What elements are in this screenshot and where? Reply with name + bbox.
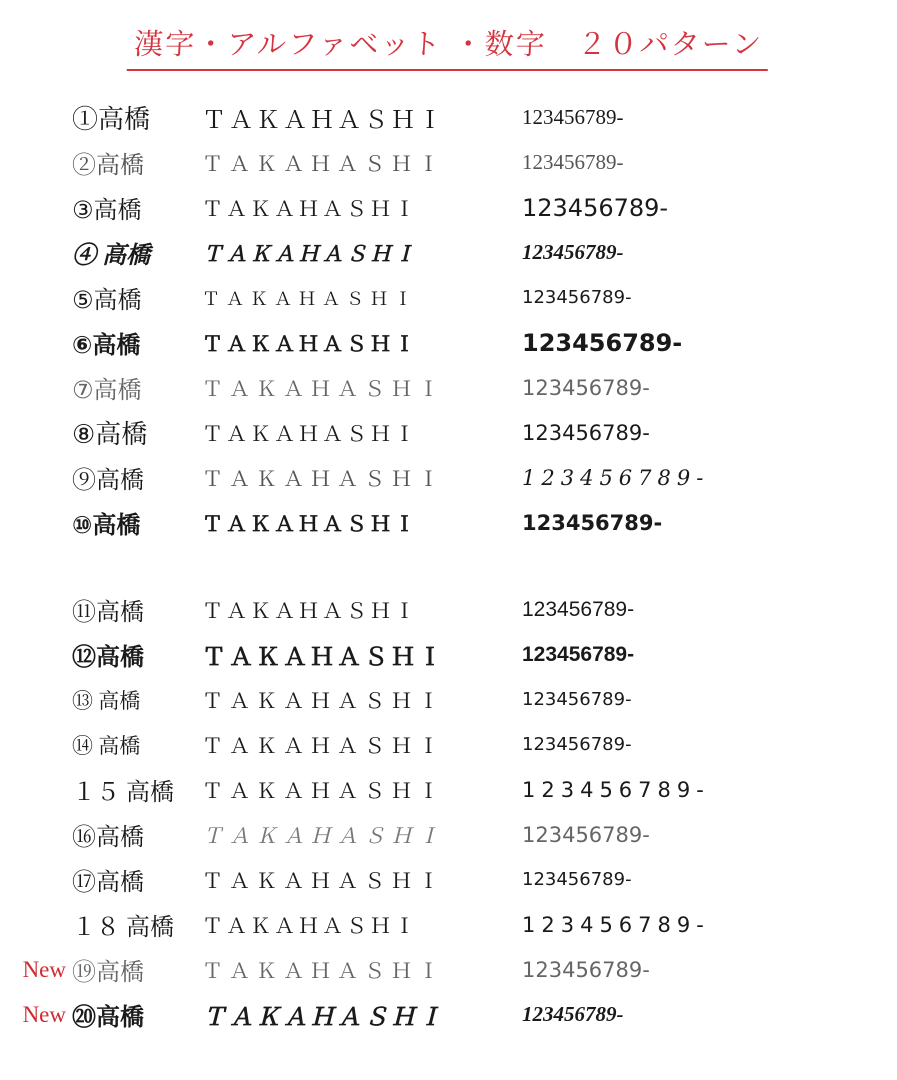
number-sample: 123456789- — [522, 734, 632, 755]
pattern-row[interactable] — [0, 587, 897, 632]
pattern-row[interactable] — [0, 455, 897, 500]
pattern-row[interactable] — [0, 812, 897, 857]
kanji-sample: ⑩高橋 — [72, 511, 141, 539]
alphabet-sample: ＴＡＫＡＨＡＳＨＩ — [202, 778, 445, 803]
alphabet-sample: ＴＡＫＡＨＡＳＨＩ — [202, 958, 445, 983]
kanji-sample: １５ 高橋 — [72, 780, 174, 806]
pattern-row[interactable] — [0, 722, 897, 767]
pattern-row[interactable] — [0, 410, 897, 455]
number-sample: 123456789- — [522, 777, 710, 802]
alphabet-sample: ＴＡＫＡＨＡＳＨＩ — [202, 599, 418, 623]
alphabet-sample: ＴＡＫＡＨＡＳＨＩ — [202, 466, 445, 491]
pattern-row[interactable] — [0, 365, 897, 410]
alphabet-sample: ＴＡＫＡＨＡＳＨＩ — [202, 868, 445, 893]
number-sample: 123456789- — [522, 420, 650, 445]
number-sample: 123456789- — [522, 287, 632, 308]
number-sample: 123456789- — [522, 957, 650, 982]
new-badge: New — [22, 956, 66, 982]
page-title: 漢字・アルファベット ・数字 ２０パターン — [127, 22, 770, 71]
number-sample: 123456789- — [522, 822, 650, 847]
kanji-sample: ⑪高橋 — [72, 598, 144, 626]
pattern-row[interactable] — [0, 857, 897, 902]
pattern-row[interactable] — [0, 632, 897, 677]
pattern-row[interactable] — [0, 140, 897, 185]
kanji-sample: ①高橋 — [72, 105, 151, 134]
kanji-sample: ⑰高橋 — [72, 868, 144, 896]
number-sample: 123456789- — [522, 150, 624, 174]
alphabet-sample: ＴＡＫＡＨＡＳＨＩ — [202, 823, 445, 848]
number-sample: 123456789- — [522, 375, 650, 400]
number-sample: 123456789- — [522, 869, 632, 890]
pattern-row[interactable] — [0, 902, 897, 947]
pattern-row[interactable] — [0, 947, 897, 992]
number-sample: 123456789- — [522, 240, 624, 264]
kanji-sample: ⑳高橋 — [72, 1003, 144, 1031]
alphabet-sample: ＴＡＫＡＨＡＳＨＩ — [202, 421, 418, 446]
kanji-sample: ⑫高橋 — [72, 643, 144, 671]
pattern-row[interactable] — [0, 500, 897, 545]
pattern-row[interactable] — [0, 677, 897, 722]
kanji-sample: ③高橋 — [72, 196, 142, 224]
alphabet-sample: ＴＡＫＡＨＡＳＨＩ — [202, 688, 445, 713]
alphabet-sample: ＴＡＫＡＨＡＳＨＩ — [202, 644, 445, 671]
alphabet-sample: ＴＡＫＡＨＡＳＨＩ — [202, 151, 445, 176]
pattern-row[interactable] — [0, 320, 897, 365]
title-area — [0, 0, 897, 81]
pattern-row[interactable] — [0, 767, 897, 812]
alphabet-sample: ＴＡＫＡＨＡＳＨＩ — [202, 331, 418, 356]
number-sample: 123456789- — [522, 912, 710, 937]
pattern-row[interactable] — [0, 275, 897, 320]
pattern-row[interactable] — [0, 230, 897, 275]
pattern-row[interactable] — [0, 185, 897, 230]
pattern-row[interactable] — [0, 95, 897, 140]
number-sample: 123456789- — [522, 328, 683, 357]
alphabet-sample: ＴＡＫＡＨＡＳＨＩ — [202, 1005, 445, 1031]
number-sample: 123456789- — [522, 642, 635, 666]
number-sample: 123456789- — [522, 689, 632, 710]
pattern-list — [0, 81, 897, 1037]
alphabet-sample: ＴＡＫＡＨＡＳＨＩ — [202, 241, 418, 266]
kanji-sample: ⑥高橋 — [72, 331, 141, 359]
alphabet-sample: ＴＡＫＡＨＡＳＨＩ — [202, 376, 445, 401]
kanji-sample: ⑨高橋 — [72, 468, 144, 494]
number-sample: 123456789- — [522, 510, 663, 535]
kanji-sample: ⑬ 高橋 — [72, 688, 141, 713]
kanji-sample: ⑤高橋 — [72, 286, 142, 314]
alphabet-sample: ＴＡＫＡＨＡＳＨＩ — [202, 196, 418, 221]
number-sample: 123456789- — [522, 105, 624, 129]
alphabet-sample: ＴＡＫＡＨＡＳＨＩ — [202, 288, 418, 310]
alphabet-sample: ＴＡＫＡＨＡＳＨＩ — [202, 108, 445, 134]
number-sample: 123456789- — [522, 1002, 624, 1026]
kanji-sample: ②高橋 — [72, 153, 144, 179]
number-sample: 123456789- — [522, 193, 669, 222]
kanji-sample: ⑦高橋 — [72, 376, 142, 404]
kanji-sample: ⑧高橋 — [72, 420, 148, 450]
number-sample: 123456789- — [522, 465, 710, 490]
number-sample: 123456789- — [522, 597, 635, 621]
kanji-sample: ⑭ 高橋 — [72, 733, 141, 758]
kanji-sample: ⑲高橋 — [72, 958, 144, 986]
alphabet-sample: ＴＡＫＡＨＡＳＨＩ — [202, 511, 418, 536]
pattern-row[interactable] — [0, 992, 897, 1037]
alphabet-sample: ＴＡＫＡＨＡＳＨＩ — [202, 913, 418, 938]
kanji-sample: ④ 高橋 — [72, 243, 150, 269]
section-gap — [0, 545, 897, 587]
alphabet-sample: ＴＡＫＡＨＡＳＨＩ — [202, 733, 445, 758]
kanji-sample: ⑯高橋 — [72, 823, 144, 851]
new-badge: New — [22, 1001, 66, 1027]
kanji-sample: １８ 高橋 — [72, 915, 174, 941]
